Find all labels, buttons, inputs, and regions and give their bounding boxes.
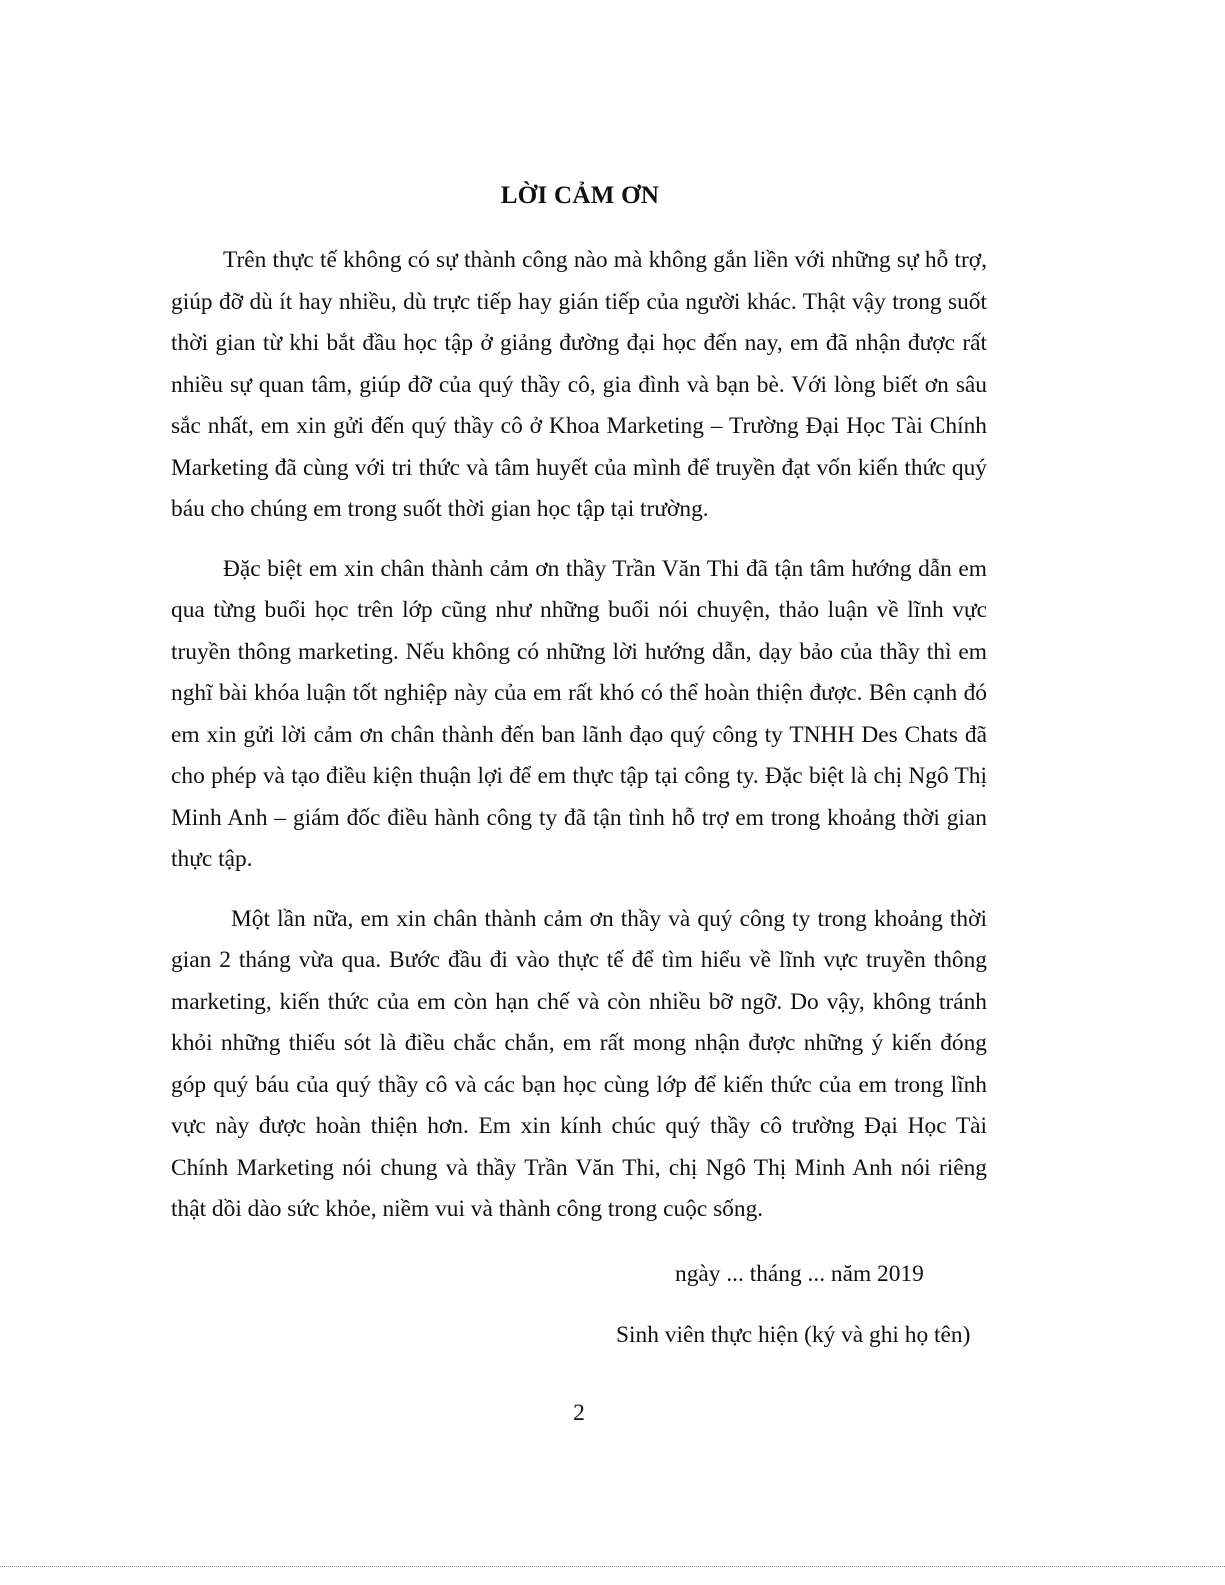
page-number: 2 (573, 1400, 585, 1426)
page-bottom-divider (0, 1566, 1225, 1567)
acknowledgement-body (171, 240, 987, 1249)
date-line: ngày ... tháng ... năm 2019 (675, 1261, 924, 1287)
paragraph-1: Trên thực tế không có sự thành công nào mà không gắn liền với những sự hỗ trợ, giúp đỡ dù ít hay nhiều, dù trực tiếp hay gián tiếp của người khác. Thật vậy trong suốt thời gian từ khi bắt đầu học tập ở giảng đường đại học đến nay, em đã nhận được rất nhiều sự quan tâm, giúp đỡ của quý thầy cô, gia đình và bạn bè. Với lòng biết ơn sâu sắc nhất, em xin gửi đến quý thầy cô ở Khoa Marketing – Trường Đại Học Tài Chính Marketing đã cùng với tri thức và tâm huyết của mình để truyền đạt vốn kiến thức quý báu cho chúng em trong suốt thời gian học tập tại trường. (171, 247, 987, 522)
paragraph-3: Một lần nữa, em xin chân thành cảm ơn thầy và quý công ty trong khoảng thời gian 2 tháng vừa qua. Bước đầu đi vào thực tế để tìm hiểu về lĩnh vực truyền thông marketing, kiến thức của em còn hạn chế và còn nhiều bỡ ngỡ. Do vậy, không tránh khỏi những thiếu sót là điều chắc chắn, em rất mong nhận được những ý kiến đóng góp quý báu của quý thầy cô và các bạn học cùng lớp để kiến thức của em trong lĩnh vực này được hoàn thiện hơn. Em xin kính chúc quý thầy cô trường Đại Học Tài Chính Marketing nói chung và thầy Trần Văn Thi, chị Ngô Thị Minh Anh nói riêng thật dồi dào sức khỏe, niềm vui và thành công trong cuộc sống. (171, 905, 987, 1222)
page-title: LỜI CẢM ƠN (500, 182, 660, 209)
signature-line: Sinh viên thực hiện (ký và ghi họ tên) (616, 1322, 971, 1348)
paragraph-2: Đặc biệt em xin chân thành cảm ơn thầy Trần Văn Thi đã tận tâm hướng dẫn em qua từng buổi học trên lớp cũng như những buổi nói chuyện, thảo luận về lĩnh vực truyền thông marketing. Nếu không có những lời hướng dẫn, dạy bảo của thầy thì em nghĩ bài khóa luận tốt nghiệp này của em rất khó có thể hoàn thiện được. Bên cạnh đó em xin gửi lời cảm ơn chân thành đến ban lãnh đạo quý công ty TNHH Des Chats đã cho phép và tạo điều kiện thuận lợi để em thực tập tại công ty. Đặc biệt là chị Ngô Thị Minh Anh – giám đốc điều hành công ty đã tận tình hỗ trợ em trong khoảng thời gian thực tập. (171, 555, 987, 872)
